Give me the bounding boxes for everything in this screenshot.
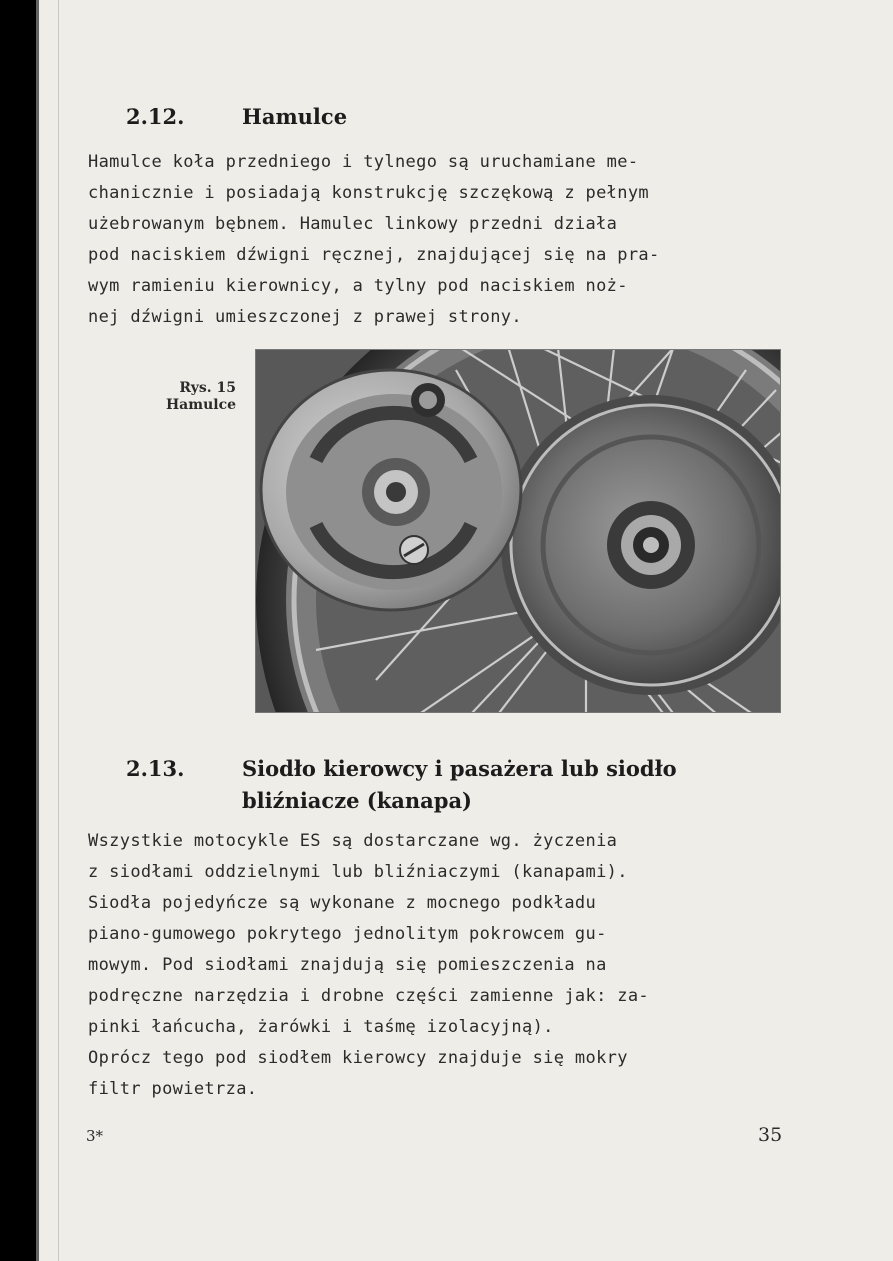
text-line: użebrowanym bębnem. Hamulec linkowy przedni działa: [88, 214, 618, 234]
section-heading-2-13: [126, 756, 826, 820]
figure-caption: [126, 380, 236, 414]
text-line: Oprócz tego pod siodłem kierowcy znajduje się mokry: [88, 1048, 628, 1068]
text-line: wym ramieniu kierownicy, a tylny pod naciskiem noż-: [88, 276, 628, 296]
page-number: 35: [758, 1124, 783, 1146]
text-line: Siodła pojedyńcze są wykonane z mocnego podkładu: [88, 893, 597, 913]
section-number: 2.13.: [126, 756, 185, 781]
section-paragraph-2-12: [88, 147, 781, 333]
section-number: 2.12.: [126, 104, 185, 129]
text-line: Wszystkie motocykle ES są dostarczane wg. życzenia: [88, 831, 618, 851]
section-title-line-2: bliźniacze (kanapa): [242, 788, 472, 813]
text-line: filtr powietrza.: [88, 1079, 258, 1099]
section-title: Hamulce: [242, 104, 348, 129]
text-line: pinki łańcucha, żarówki i taśmę izolacyjną).: [88, 1017, 554, 1037]
text-line: Hamulce koła przedniego i tylnego są uruchamiane me-: [88, 152, 639, 172]
text-line: podręczne narzędzia i drobne części zamienne jak: za-: [88, 986, 649, 1006]
text-line: mowym. Pod siodłami znajdują się pomieszczenia na: [88, 955, 607, 975]
section-paragraph-2-13: [88, 826, 781, 1105]
text-line: piano-gumowego pokrytego jednolitym pokrowcem gu-: [88, 924, 607, 944]
book-page: [36, 0, 893, 1261]
section-title-line-1: Siodło kierowcy i pasażera lub siodło: [242, 756, 677, 781]
text-line: z siodłami oddzielnymi lub bliźniaczymi (kanapami).: [88, 862, 628, 882]
figure-caption-text: Hamulce: [165, 397, 236, 413]
figure-label: Rys. 15: [179, 380, 236, 396]
text-line: pod naciskiem dźwigni ręcznej, znajdującej się na pra-: [88, 245, 660, 265]
signature-mark: 3*: [86, 1127, 104, 1145]
section-heading-2-12: [126, 104, 526, 134]
text-line: nej dźwigni umieszczonej z prawej strony.: [88, 307, 522, 327]
brake-photo: [255, 349, 781, 713]
brake-assembly-photo-icon: [256, 350, 780, 712]
text-line: chanicznie i posiadają konstrukcję szczękową z pełnym: [88, 183, 649, 203]
